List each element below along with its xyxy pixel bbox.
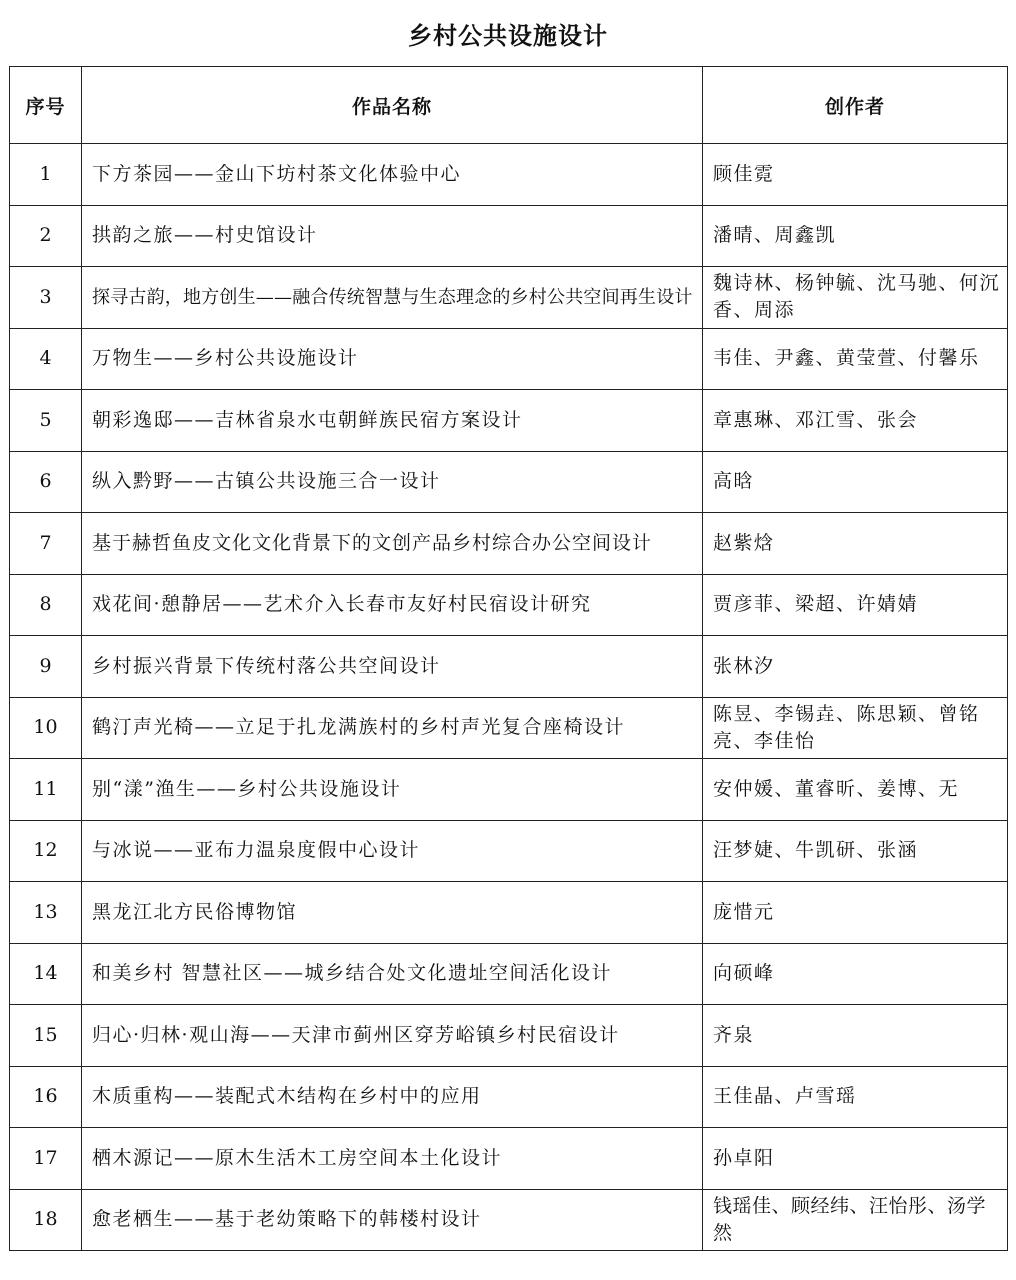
row-index: 11	[10, 759, 82, 821]
row-author: 王佳晶、卢雪瑶	[703, 1066, 1008, 1128]
table-row	[10, 574, 1008, 636]
row-index: 14	[10, 943, 82, 1005]
row-work-name: 和美乡村 智慧社区——城乡结合处文化遗址空间活化设计	[82, 943, 703, 1005]
page-title: 乡村公共设施设计	[408, 22, 608, 50]
row-index: 17	[10, 1128, 82, 1190]
row-work-name: 木质重构——装配式木结构在乡村中的应用	[82, 1066, 703, 1128]
award-table	[9, 66, 1008, 1251]
row-index: 18	[10, 1189, 82, 1251]
row-work-name: 归心·归林·观山海——天津市蓟州区穿芳峪镇乡村民宿设计	[82, 1005, 703, 1067]
table-row	[10, 144, 1008, 206]
row-work-name: 万物生——乡村公共设施设计	[82, 328, 703, 390]
row-work-name: 纵入黔野——古镇公共设施三合一设计	[82, 451, 703, 513]
row-author: 汪梦婕、牛凯研、张涵	[703, 820, 1008, 882]
row-author: 齐泉	[703, 1005, 1008, 1067]
row-work-name: 下方茶园——金山下坊村茶文化体验中心	[82, 144, 703, 206]
table-row	[10, 759, 1008, 821]
row-work-name: 别“漾”渔生——乡村公共设施设计	[82, 759, 703, 821]
row-index: 4	[10, 328, 82, 390]
row-author: 韦佳、尹鑫、黄莹萱、付馨乐	[703, 328, 1008, 390]
row-work-name: 朝彩逸邸——吉林省泉水屯朝鲜族民宿方案设计	[82, 390, 703, 452]
table-row	[10, 451, 1008, 513]
row-index: 12	[10, 820, 82, 882]
row-index: 9	[10, 636, 82, 698]
table-row	[10, 1066, 1008, 1128]
table-row	[10, 267, 1008, 329]
row-index: 1	[10, 144, 82, 206]
table-row	[10, 1005, 1008, 1067]
table-row	[10, 1128, 1008, 1190]
table-row	[10, 1189, 1008, 1251]
header-work-name: 作品名称	[82, 67, 703, 144]
row-index: 8	[10, 574, 82, 636]
row-work-name: 戏花间·憩静居——艺术介入长春市友好村民宿设计研究	[82, 574, 703, 636]
header-row	[10, 67, 1008, 144]
row-index: 16	[10, 1066, 82, 1128]
row-index: 5	[10, 390, 82, 452]
row-index: 3	[10, 267, 82, 329]
table-row	[10, 697, 1008, 759]
row-index: 6	[10, 451, 82, 513]
row-author: 庞惜元	[703, 882, 1008, 944]
row-author: 向硕峰	[703, 943, 1008, 1005]
row-index: 2	[10, 205, 82, 267]
table-row	[10, 328, 1008, 390]
row-author: 陈昱、李锡垚、陈思颖、曾铭亮、李佳怡	[703, 697, 1008, 759]
row-author: 孙卓阳	[703, 1128, 1008, 1190]
row-index: 10	[10, 697, 82, 759]
row-author: 章惠琳、邓江雪、张会	[703, 390, 1008, 452]
table-body	[10, 144, 1008, 1251]
row-work-name: 与冰说——亚布力温泉度假中心设计	[82, 820, 703, 882]
row-author: 潘晴、周鑫凯	[703, 205, 1008, 267]
table-row	[10, 205, 1008, 267]
row-work-name: 拱韵之旅——村史馆设计	[82, 205, 703, 267]
row-author: 张林汐	[703, 636, 1008, 698]
row-author: 贾彦菲、梁超、许婧婧	[703, 574, 1008, 636]
row-index: 15	[10, 1005, 82, 1067]
table-row	[10, 943, 1008, 1005]
table-row	[10, 390, 1008, 452]
row-work-name: 黑龙江北方民俗博物馆	[82, 882, 703, 944]
row-author: 安仲媛、董睿昕、姜博、无	[703, 759, 1008, 821]
table-header	[10, 67, 1008, 144]
row-index: 13	[10, 882, 82, 944]
row-author: 钱瑶佳、顾经纬、汪怡彤、汤学然	[703, 1189, 1008, 1251]
header-index: 序号	[10, 67, 82, 144]
row-work-name: 探寻古韵，地方创生——融合传统智慧与生态理念的乡村公共空间再生设计	[82, 267, 703, 329]
row-work-name: 鹤汀声光椅——立足于扎龙满族村的乡村声光复合座椅设计	[82, 697, 703, 759]
row-author: 高晗	[703, 451, 1008, 513]
row-author: 魏诗林、杨钟毓、沈马驰、何沉香、周添	[703, 267, 1008, 329]
table-row	[10, 882, 1008, 944]
row-work-name: 栖木源记——原木生活木工房空间本土化设计	[82, 1128, 703, 1190]
row-author: 顾佳霓	[703, 144, 1008, 206]
row-work-name: 乡村振兴背景下传统村落公共空间设计	[82, 636, 703, 698]
row-work-name: 基于赫哲鱼皮文化文化背景下的文创产品乡村综合办公空间设计	[82, 513, 703, 575]
row-index: 7	[10, 513, 82, 575]
table-row	[10, 820, 1008, 882]
row-work-name: 愈老栖生——基于老幼策略下的韩楼村设计	[82, 1189, 703, 1251]
row-author: 赵紫焓	[703, 513, 1008, 575]
table-row	[10, 513, 1008, 575]
header-author: 创作者	[703, 67, 1008, 144]
table-row	[10, 636, 1008, 698]
